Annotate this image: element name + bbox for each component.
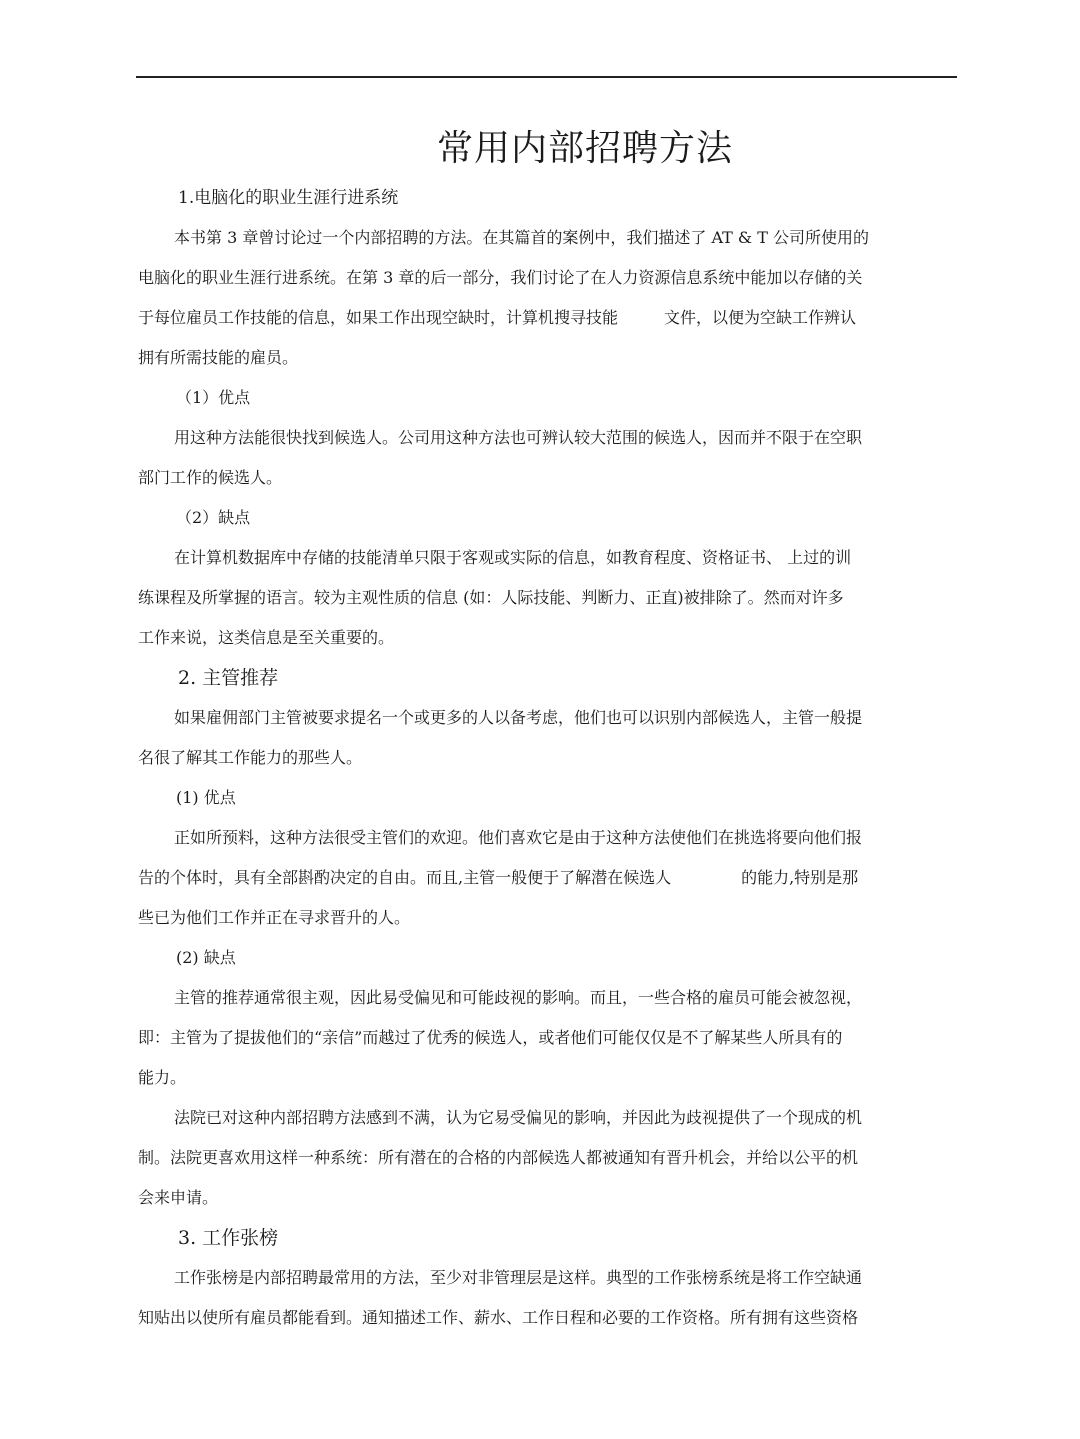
text-segment: 的能力,特别是那: [741, 868, 859, 887]
paragraph-line: 本书第 3 章曾讨论过一个内部招聘的方法。在其篇首的案例中，我们描述了 AT & T 公司所使用的: [174, 228, 869, 247]
sub-heading: （2）缺点: [176, 508, 251, 527]
section-heading: 3. 工作张榜: [178, 1227, 279, 1249]
text-segment: 于每位雇员工作技能的信息，如果工作出现空缺时，计算机搜寻技能: [138, 308, 619, 327]
paragraph-line: 在计算机数据库中存储的技能清单只限于客观或实际的信息，如教育程度、资格证书、 上过的训: [174, 548, 852, 567]
section-heading: 2. 主管推荐: [178, 667, 279, 689]
section-heading: 1.电脑化的职业生涯行进系统: [178, 188, 399, 208]
paragraph-line: 即：主管为了提拔他们的“亲信”而越过了优秀的候选人，或者他们可能仅仅是不了解某些人所具有的: [138, 1028, 843, 1047]
paragraph-line: 用这种方法能很快找到候选人。公司用这种方法也可辨认较大范围的候选人，因而并不限于在空职: [174, 428, 863, 447]
paragraph-line: 正如所预料，这种方法很受主管们的欢迎。他们喜欢它是由于这种方法使他们在挑选将要向他们报: [174, 828, 863, 847]
paragraph-line: [138, 858, 950, 898]
paragraph-line: 如果雇佣部门主管被要求提名一个或更多的人以备考虑，他们也可以识别内部候选人，主管一般提: [174, 708, 863, 727]
paragraph-line: 会来申请。: [138, 1188, 219, 1207]
paragraph-line: 些已为他们工作并正在寻求晋升的人。: [138, 908, 411, 927]
paragraph-line: 工作张榜是内部招聘最常用的方法，至少对非管理层是这样。典型的工作张榜系统是将工作空缺通: [174, 1268, 863, 1287]
header-rule: [136, 76, 957, 78]
sub-heading: (2) 缺点: [176, 948, 236, 967]
paragraph-line: [138, 298, 950, 338]
paragraph-line: 主管的推荐通常很主观，因此易受偏见和可能歧视的影响。而且，一些合格的雇员可能会被忽视，: [174, 988, 863, 1007]
paragraph-line: 部门工作的候选人。: [138, 468, 283, 487]
document-title: 常用内部招聘方法: [436, 128, 733, 169]
sub-heading: （1）优点: [176, 388, 251, 407]
sub-heading: (1) 优点: [176, 788, 236, 807]
paragraph-line: 拥有所需技能的雇员。: [138, 348, 299, 367]
paragraph-line: 名很了解其工作能力的那些人。: [138, 748, 363, 767]
text-segment: 文件，以便为空缺工作辨认: [664, 308, 857, 327]
paragraph-line: 法院已对这种内部招聘方法感到不满，认为它易受偏见的影响，并因此为歧视提供了一个现成的机: [174, 1108, 863, 1127]
paragraph-line: 知贴出以使所有雇员都能看到。通知描述工作、薪水、工作日程和必要的工作资格。所有拥有这些资格: [138, 1308, 859, 1327]
paragraph-line: 工作来说，这类信息是至关重要的。: [138, 628, 395, 647]
paragraph-line: 电脑化的职业生涯行进系统。在第 3 章的后一部分，我们讨论了在人力资源信息系统中能加以存储的关: [138, 268, 863, 287]
paragraph-line: 练课程及所掌握的语言。较为主观性质的信息 (如：人际技能、判断力、正直)被排除了。然而对许多: [138, 588, 844, 607]
document-body: [138, 178, 950, 1338]
text-segment: 告的个体时，具有全部斟酌决定的自由。而且,主管一般便于了解潜在候选人: [138, 868, 672, 887]
paragraph-line: 能力。: [138, 1068, 187, 1087]
paragraph-line: 制。法院更喜欢用这样一种系统：所有潜在的合格的内部候选人都被通知有晋升机会，并给以公平的机: [138, 1148, 859, 1167]
